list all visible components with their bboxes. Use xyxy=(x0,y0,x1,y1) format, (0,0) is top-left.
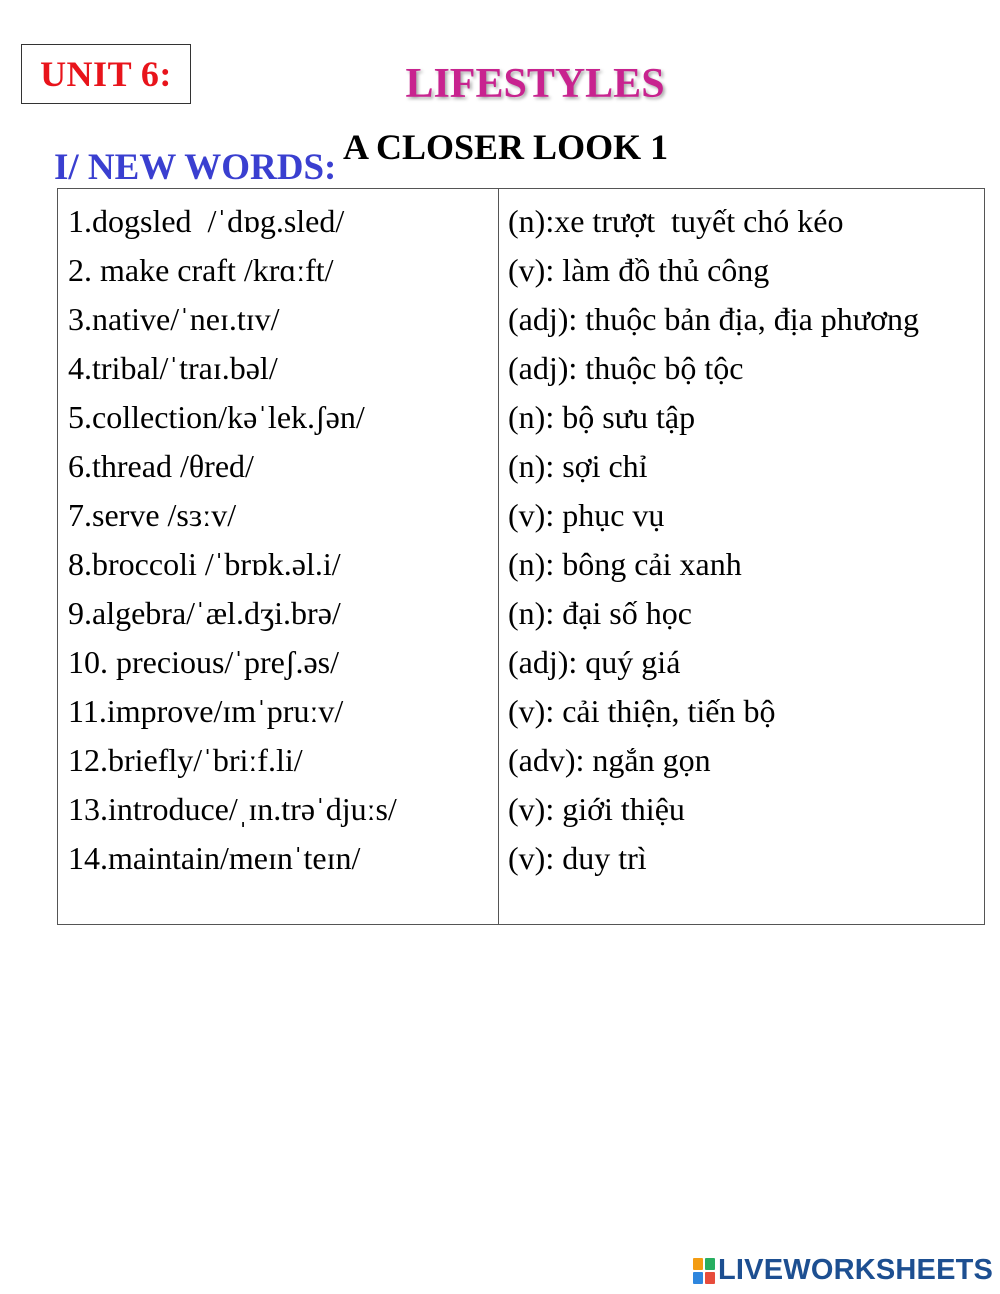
vocab-meaning: (n): sợi chỉ xyxy=(508,448,648,484)
vocab-word: 12.briefly/ˈbriːf.li/ xyxy=(68,742,303,778)
vocab-meaning: (n): đại số học xyxy=(508,595,692,631)
vocab-word: 13.introduce/ˌɪn.trəˈdjuːs/ xyxy=(68,791,397,827)
vocabulary-table xyxy=(57,188,985,925)
vocab-meaning: (adj): quý giá xyxy=(508,644,681,680)
vocab-word: 6.thread /θred/ xyxy=(68,448,254,484)
vocab-meaning: (v): làm đồ thủ công xyxy=(508,252,770,288)
liveworksheets-brand xyxy=(693,1254,993,1287)
vocab-meaning: (n): bộ sưu tập xyxy=(508,399,696,435)
vocab-word: 8.broccoli /ˈbrɒk.əl.i/ xyxy=(68,546,341,582)
vocab-word: 2. make craft /krɑːft/ xyxy=(68,252,334,288)
vocab-word: 10. precious/ˈpreʃ.əs/ xyxy=(68,644,340,680)
vocab-meaning: (n):xe trượt tuyết chó kéo xyxy=(508,203,844,239)
vocab-word: 7.serve /sɜːv/ xyxy=(68,497,237,533)
vocab-word: 14.maintain/meɪnˈteɪn/ xyxy=(68,840,361,876)
vocab-word: 5.collection/kəˈlek.ʃən/ xyxy=(68,399,365,435)
brand-text: LIVEWORKSHEETS xyxy=(718,1254,994,1286)
vocab-word: 4.tribal/ˈtraɪ.bəl/ xyxy=(68,350,278,386)
vocab-meaning: (v): duy trì xyxy=(508,840,647,876)
vocab-word: 9.algebra/ˈæl.dʒi.brə/ xyxy=(68,595,341,631)
vocab-word: 3.native/ˈneɪ.tɪv/ xyxy=(68,301,280,337)
vocab-word: 1.dogsled /ˈdɒg.sled/ xyxy=(68,203,345,239)
vocab-meaning: (adv): ngắn gọn xyxy=(508,742,711,778)
vocab-meaning: (adj): thuộc bộ tộc xyxy=(508,350,744,386)
vocab-meaning: (v): giới thiệu xyxy=(508,791,685,827)
meanings-column xyxy=(499,189,984,924)
vocab-meaning: (v): phục vụ xyxy=(508,497,665,533)
page-title: LIFESTYLES xyxy=(405,61,665,107)
liveworksheets-logo-icon xyxy=(693,1258,715,1284)
unit-label: UNIT 6: xyxy=(40,54,172,94)
page-subtitle: A CLOSER LOOK 1 xyxy=(343,127,669,167)
section-heading-new-words: I/ NEW WORDS: xyxy=(54,147,337,188)
vocab-word: 11.improve/ɪmˈpruːv/ xyxy=(68,693,344,729)
words-column xyxy=(58,189,499,924)
vocab-meaning: (v): cải thiện, tiến bộ xyxy=(508,693,776,729)
vocab-meaning: (n): bông cải xanh xyxy=(508,546,742,582)
vocab-meaning: (adj): thuộc bản địa, địa phương xyxy=(508,301,920,337)
